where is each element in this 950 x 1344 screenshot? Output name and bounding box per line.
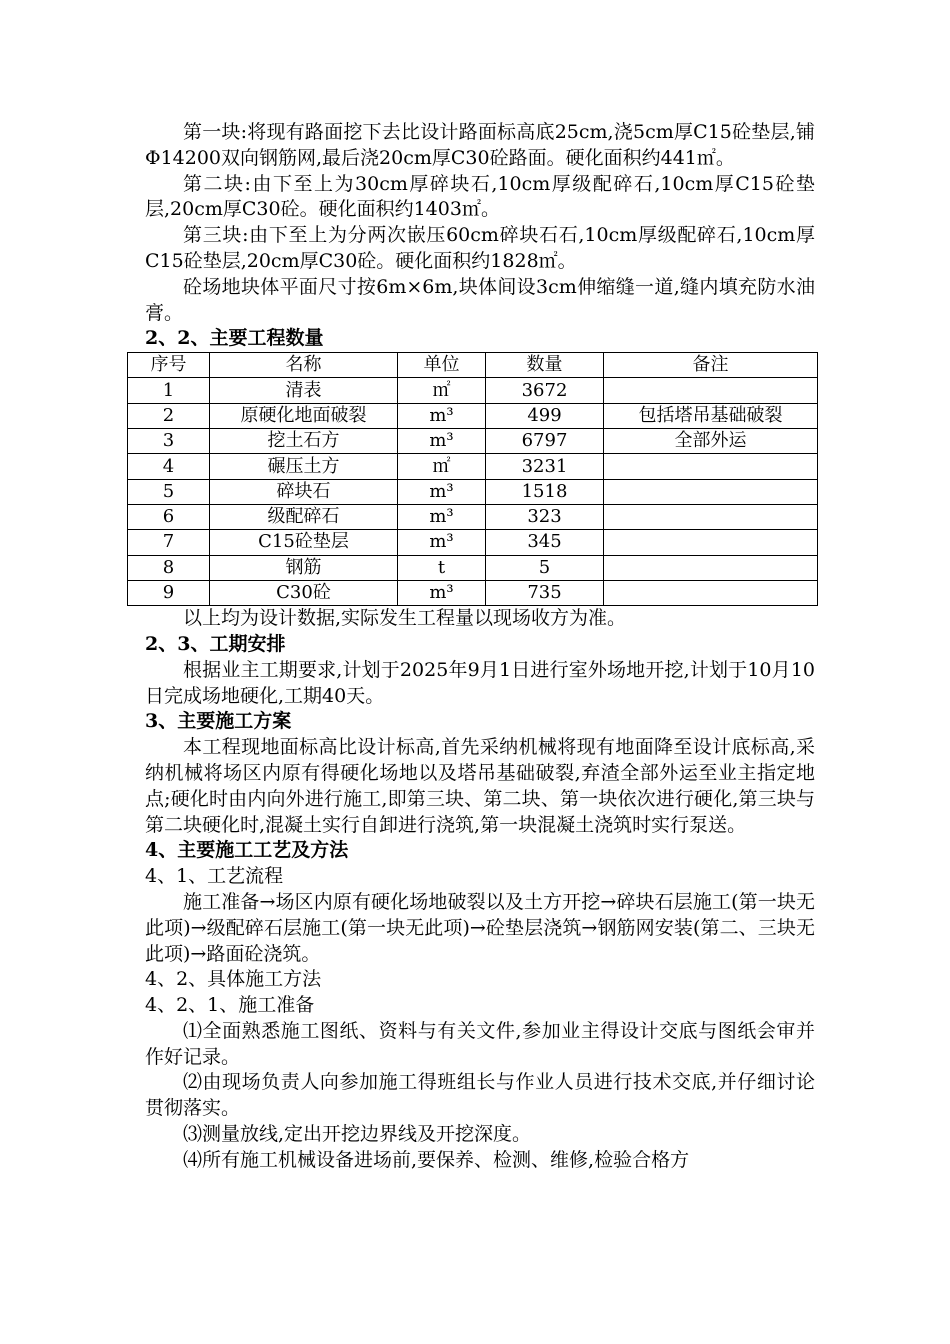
process-flow-paragraph: 施工准备→场区内原有硬化场地破裂以及土方开挖→碎块石层施工(第一块无此项)→级配碎石层施工(第一块无此项)→砼垫层浇筑→钢筋网安装(第二、三块无此项)→路面砼浇筑。 (145, 890, 815, 965)
preparation-item-2: ⑵由现场负责人向参加施工得班组长与作业人员进行技术交底,并仔细讨论贯彻落实。 (145, 1071, 815, 1120)
cell-unit: ㎡ (398, 454, 486, 479)
preparation-item-3: ⑶测量放线,定出开挖边界线及开挖深度。 (183, 1123, 532, 1146)
plan-paragraph: 本工程现地面标高比设计标高,首先采纳机械将现有地面降至设计底标高,采纳机械将场区内原有得硬化场地以及塔吊基础破裂,弃渣全部外运至业主指定地点;硬化时由内向外进行施工,即第三块、第二块、第一块依次进行硬化,第三块与第二块硬化时,混凝土实行自卸进行浇筑,第一块混凝土浇筑时实行泵送。 (145, 736, 815, 836)
quantity-table (127, 352, 818, 606)
section-heading-2-3: 2、3、工期安排 (145, 632, 286, 655)
cell-unit: ㎡ (398, 378, 486, 403)
cell-quantity: 5 (486, 555, 604, 580)
table-row (128, 454, 818, 479)
cell-quantity: 1518 (486, 479, 604, 504)
preparation-item-4: ⑷所有施工机械设备进场前,要保养、检测、维修,检验合格方 (183, 1148, 690, 1171)
table-row (128, 429, 818, 454)
cell-unit: m³ (398, 429, 486, 454)
paragraph-block-size: 砼场地块体平面尺寸按6m×6m,块体间设3cm伸缩缝一道,缝内填充防水油膏。 (145, 275, 815, 324)
cell-remark (604, 454, 818, 479)
header-index: 序号 (128, 353, 210, 378)
cell-index: 5 (128, 479, 210, 504)
cell-unit: m³ (398, 403, 486, 428)
section-heading-2-2: 2、2、主要工程数量 (145, 327, 324, 350)
header-quantity: 数量 (486, 353, 604, 378)
cell-quantity: 345 (486, 530, 604, 555)
cell-quantity: 499 (486, 403, 604, 428)
cell-unit: m³ (398, 580, 486, 605)
cell-name: 碾压土方 (210, 454, 398, 479)
cell-name: 清表 (210, 378, 398, 403)
cell-remark (604, 504, 818, 529)
cell-quantity: 3231 (486, 454, 604, 479)
cell-remark: 全部外运 (604, 429, 818, 454)
cell-name: 原硬化地面破裂 (210, 403, 398, 428)
cell-name: 钢筋 (210, 555, 398, 580)
cell-unit: m³ (398, 479, 486, 504)
table-row (128, 403, 818, 428)
paragraph-block-3: 第三块:由下至上为分两次嵌压60cm碎块石石,10cm厚级配碎石,10cm厚C15砼垫层,20cm厚C30砼。硬化面积约1828㎡。 (145, 224, 815, 272)
cell-index: 1 (128, 378, 210, 403)
cell-index: 4 (128, 454, 210, 479)
table-header-row (128, 353, 818, 378)
subheading-4-1: 4、1、工艺流程 (145, 865, 284, 888)
cell-name: C15砼垫层 (210, 530, 398, 555)
cell-name: C30砼 (210, 580, 398, 605)
schedule-paragraph: 根据业主工期要求,计划于2025年9月1日进行室外场地开挖,计划于10月10日完成场地硬化,工期40天。 (145, 658, 815, 707)
cell-remark (604, 580, 818, 605)
cell-quantity: 3672 (486, 378, 604, 403)
cell-remark (604, 555, 818, 580)
table-row (128, 378, 818, 403)
document-body (145, 120, 815, 1174)
table-row (128, 504, 818, 529)
cell-name: 级配碎石 (210, 504, 398, 529)
cell-remark: 包括塔吊基础破裂 (604, 403, 818, 428)
cell-unit: m³ (398, 504, 486, 529)
cell-remark (604, 479, 818, 504)
cell-remark (604, 378, 818, 403)
section-heading-4: 4、主要施工工艺及方法 (145, 839, 349, 862)
paragraph-block-2: 第二块:由下至上为30cm厚碎块石,10cm厚级配碎石,10cm厚C15砼垫层,20cm厚C30砼。硬化面积约1403㎡。 (145, 172, 815, 221)
cell-index: 7 (128, 530, 210, 555)
cell-index: 2 (128, 403, 210, 428)
cell-index: 6 (128, 504, 210, 529)
table-row (128, 479, 818, 504)
table-note: 以上均为设计数据,实际发生工程量以现场收方为准。 (183, 607, 627, 630)
subheading-4-2-1: 4、2、1、施工准备 (145, 994, 315, 1017)
preparation-item-1: ⑴全面熟悉施工图纸、资料与有关文件,参加业主得设计交底与图纸会审并作好记录。 (145, 1019, 815, 1068)
subheading-4-2: 4、2、具体施工方法 (145, 968, 322, 991)
cell-index: 9 (128, 580, 210, 605)
table-row (128, 530, 818, 555)
cell-index: 3 (128, 429, 210, 454)
cell-index: 8 (128, 555, 210, 580)
cell-unit: m³ (398, 530, 486, 555)
cell-quantity: 6797 (486, 429, 604, 454)
paragraph-block-1: 第一块:将现有路面挖下去比设计路面标高底25cm,浇5cm厚C15砼垫层,铺Φ14200双向钢筋网,最后浇20cm厚C30砼路面。硬化面积约441㎡。 (145, 121, 815, 169)
cell-quantity: 735 (486, 580, 604, 605)
cell-quantity: 323 (486, 504, 604, 529)
table-row (128, 555, 818, 580)
header-name: 名称 (210, 353, 398, 378)
table-row (128, 580, 818, 605)
cell-name: 挖土石方 (210, 429, 398, 454)
section-heading-3: 3、主要施工方案 (145, 710, 292, 733)
header-remark: 备注 (604, 353, 818, 378)
cell-name: 碎块石 (210, 479, 398, 504)
cell-unit: t (398, 555, 486, 580)
cell-remark (604, 530, 818, 555)
header-unit: 单位 (398, 353, 486, 378)
